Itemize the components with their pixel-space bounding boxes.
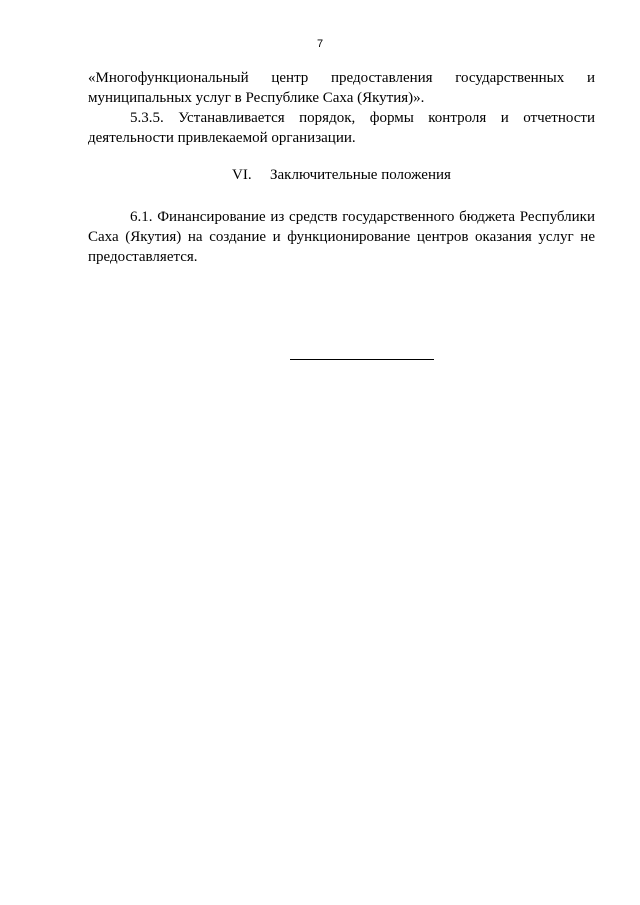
page-number: 7 [316,38,324,50]
paragraph-3-line-1: 6.1. Финансирование из средств государственного бюджета Республики [130,209,595,225]
paragraph-2-line-2: деятельности привлекаемой организации. [88,130,356,146]
section-title: Заключительные положения [270,167,451,183]
paragraph-2-line-1: 5.3.5. Устанавливается порядок, формы контроля и отчетности [130,110,595,126]
paragraph-3-line-2: Саха (Якутия) на создание и функционирование центров оказания услуг не [88,229,595,245]
closing-rule [290,359,434,360]
paragraph-1-line-1: «Многофункциональный центр предоставления государственных и [88,70,595,86]
paragraph-3-line-3: предоставляется. [88,249,198,265]
section-number: VI. [232,167,252,183]
section-heading [232,165,451,185]
paragraph-1-line-2: муниципальных услуг в Республике Саха (Якутия)». [88,90,425,106]
